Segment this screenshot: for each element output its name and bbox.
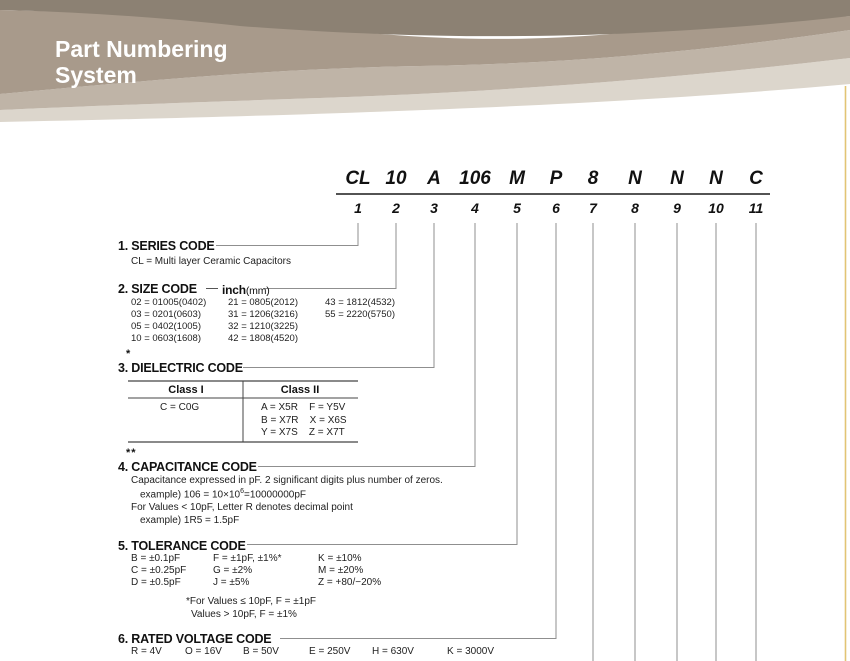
size-code-entry: 31 = 1206(3216) (228, 309, 298, 320)
voltage-entry: E = 250V (309, 646, 351, 657)
position-number: 5 (513, 200, 521, 216)
position-number: 4 (471, 200, 479, 216)
part-number-code: N (709, 168, 723, 189)
part-number-code: N (628, 168, 642, 189)
position-number: 10 (708, 200, 724, 216)
position-number: 11 (748, 200, 764, 216)
size-code-entry: 42 = 1808(4520) (228, 333, 298, 344)
voltage-entry: R = 4V (131, 646, 162, 657)
section-title-capacitance: 4. CAPACITANCE CODE (118, 460, 257, 474)
size-unit-mm: (mm) (245, 285, 270, 297)
part-number-code: CL (345, 168, 371, 189)
section-title-dielectric: 3. DIELECTRIC CODE (118, 361, 243, 375)
tolerance-footnote2: Values > 10pF, F = ±1% (191, 609, 297, 620)
size-code-entry: 32 = 1210(3225) (228, 321, 298, 332)
size-code-entry: 43 = 1812(4532) (325, 297, 395, 308)
capacitance-example2: example) 1R5 = 1.5pF (140, 515, 240, 526)
part-number-code: 8 (587, 168, 599, 189)
section-title-voltage: 6. RATED VOLTAGE CODE (118, 632, 272, 646)
dielectric-table-header-class2: Class II (280, 384, 320, 396)
position-number: 1 (354, 200, 362, 216)
position-number: 6 (552, 200, 560, 216)
voltage-entry: K = 3000V (447, 646, 494, 657)
part-number-code: 106 (459, 168, 491, 189)
voltage-entry: H = 630V (372, 646, 414, 657)
size-code-entry: 10 = 0603(1608) (131, 333, 201, 344)
section-title-series: 1. SERIES CODE (118, 239, 215, 253)
dielectric-class2-row: A = X5R F = Y5V (261, 402, 346, 413)
size-unit-label (222, 283, 270, 297)
tolerance-entry: F = ±1pF, ±1%* (213, 553, 282, 564)
size-code-entry: 05 = 0402(1005) (131, 321, 201, 332)
capacitance-footnote-marker: ** (126, 447, 137, 459)
part-number-code: 10 (385, 168, 407, 189)
voltage-entry: O = 16V (185, 646, 222, 657)
part-number-code: P (549, 168, 563, 189)
voltage-entry: B = 50V (243, 646, 279, 657)
page-title (55, 36, 228, 88)
capacitance-example1-post: =10000000pF (243, 489, 306, 501)
tolerance-entry: J = ±5% (213, 577, 250, 588)
position-number: 2 (392, 200, 400, 216)
size-code-entry: 02 = 01005(0402) (131, 297, 207, 308)
tolerance-footnote1: *For Values ≤ 10pF, F = ±1pF (186, 596, 317, 607)
dielectric-table-header-class1: Class I (168, 384, 204, 396)
size-code-entry: 21 = 0805(2012) (228, 297, 298, 308)
tolerance-entry: G = ±2% (213, 565, 253, 576)
page-title-line1: Part Numbering (55, 36, 228, 62)
part-number-code: C (749, 168, 763, 189)
position-number: 9 (673, 200, 681, 216)
dielectric-class1-value: C = C0G (160, 402, 200, 413)
position-number: 3 (430, 200, 438, 216)
part-number-code: A (427, 168, 441, 189)
part-number-code: M (509, 168, 525, 189)
position-number: 7 (589, 200, 597, 216)
capacitance-line2: For Values < 10pF, Letter R denotes decimal point (131, 502, 353, 513)
size-unit-inch: inch (222, 283, 246, 297)
section-title-size: 2. SIZE CODE (118, 282, 197, 296)
tolerance-entry: C = ±0.25pF (131, 565, 187, 576)
page-title-line2: System (55, 62, 137, 88)
capacitance-line1: Capacitance expressed in pF. 2 significant digits plus number of zeros. (131, 475, 443, 486)
position-number: 8 (631, 200, 639, 216)
dielectric-class2-row: Y = X7S Z = X7T (261, 427, 345, 438)
series-description: CL = Multi layer Ceramic Capacitors (131, 256, 291, 267)
dielectric-footnote-marker: * (126, 348, 132, 360)
capacitance-example1 (140, 488, 306, 500)
capacitance-example1-exponent: 6 (240, 488, 244, 495)
part-number-code: N (670, 168, 684, 189)
size-code-entry: 55 = 2220(5750) (325, 309, 395, 320)
header-banner (0, 0, 850, 130)
tolerance-entry: Z = +80/−20% (318, 577, 382, 588)
size-code-entry: 03 = 0201(0603) (131, 309, 201, 320)
capacitance-example1-pre: example) 106 = 10×10 (140, 489, 241, 501)
tolerance-entry: M = ±20% (318, 565, 364, 576)
dielectric-class2-row: B = X7R X = X6S (261, 415, 347, 426)
tolerance-entry: B = ±0.1pF (131, 553, 181, 564)
tolerance-entry: D = ±0.5pF (131, 577, 181, 588)
section-title-tolerance: 5. TOLERANCE CODE (118, 539, 246, 553)
tolerance-entry: K = ±10% (318, 553, 362, 564)
